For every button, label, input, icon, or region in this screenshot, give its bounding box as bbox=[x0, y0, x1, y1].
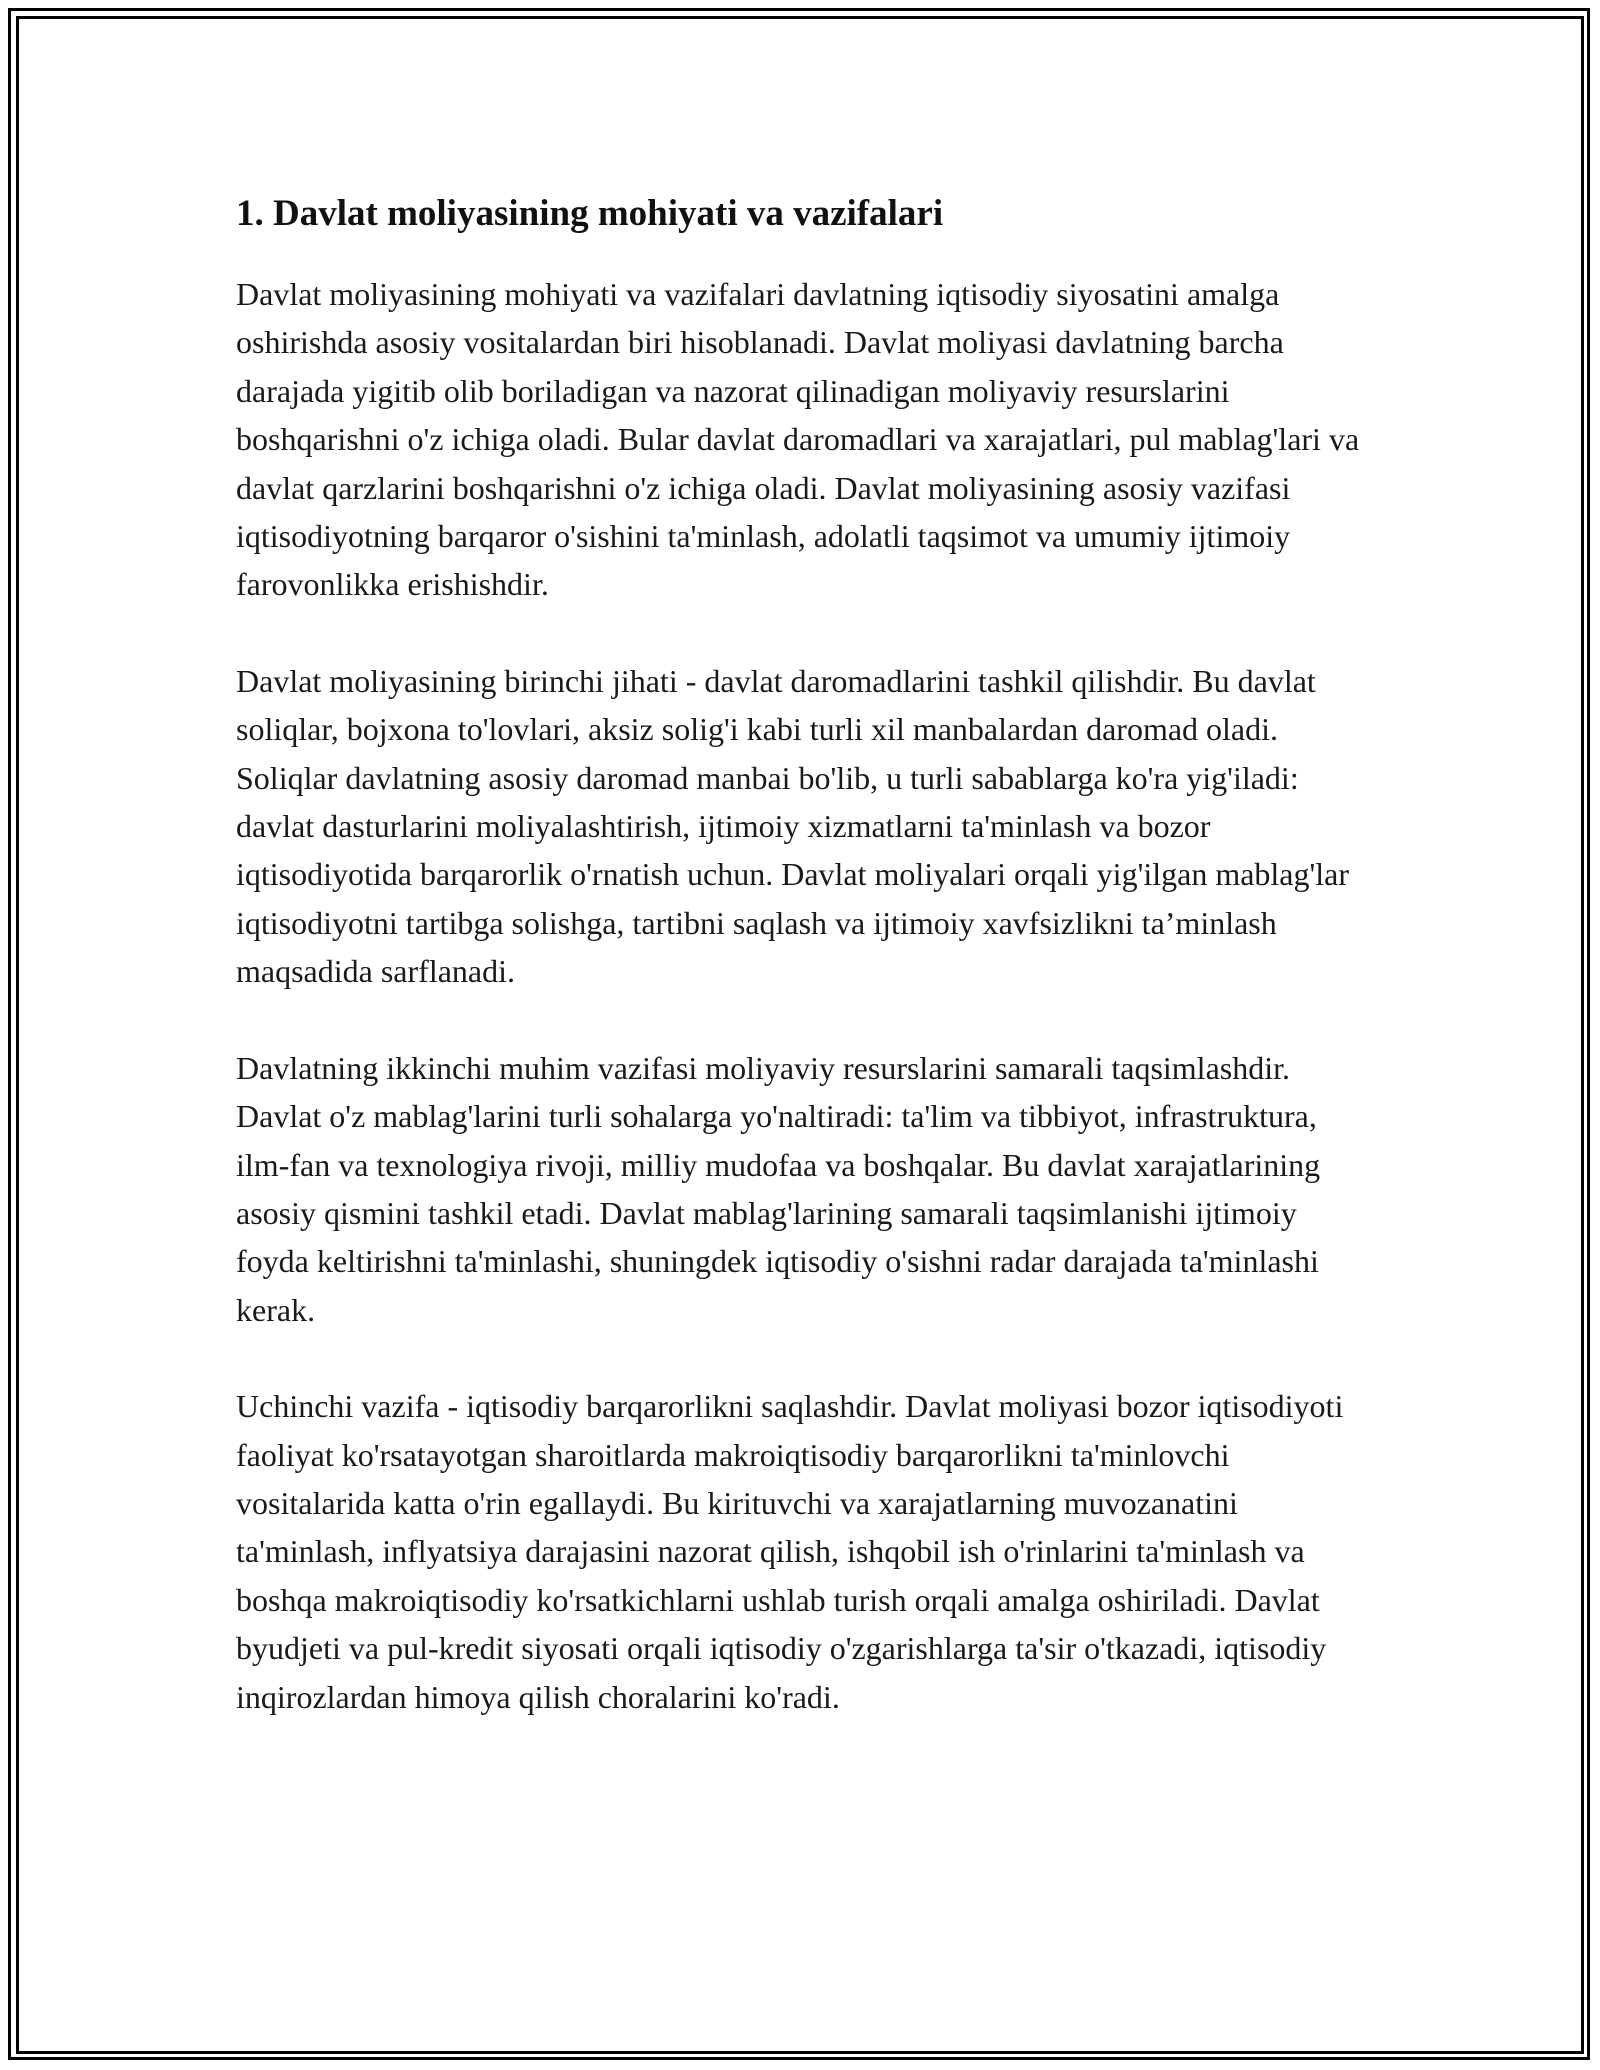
document-body bbox=[236, 188, 1376, 1769]
paragraph-1: Davlat moliyasining mohiyati va vazifalari davlatning iqtisodiy siyosatini amalga oshirishda asosiy vositalardan biri hisoblanadi. Davlat moliyasi davlatning barcha darajada yigitib olib boriladigan va nazorat qilinadigan moliyaviy resurslarini boshqarishni o'z ichiga oladi. Bular davlat daromadlari va xarajatlari, pul mablag'lari va davlat qarzlarini boshqarishni o'z ichiga oladi. Davlat moliyasining asosiy vazifasi iqtisodiyotning barqaror o'sishini ta'minlash, adolatli taqsimot va umumiy ijtimoiy farovonlikka erishishdir. bbox=[236, 276, 1360, 603]
paragraph-3: Davlatning ikkinchi muhim vazifasi moliyaviy resurslarini samarali taqsimlashdir. Davlat o'z mablag'larini turli sohalarga yo'naltiradi: ta'lim va tibbiyot, infrastruktura, ilm-fan va texnologiya rivoji, milliy mudofaa va boshqalar. Bu davlat xarajatlarining asosiy qismini tashkil etadi. Davlat mablag'larining samarali taqsimlanishi ijtimoiy foyda keltirishni ta'minlashi, shuningdek iqtisodiy o'sishni radar darajada ta'minlashi kerak. bbox=[236, 1049, 1321, 1328]
section-heading: 1. Davlat moliyasining mohiyati va vazifalari bbox=[236, 193, 944, 234]
paragraph-4: Uchinchi vazifa - iqtisodiy barqarorlikni saqlashdir. Davlat moliyasi bozor iqtisodiyoti faoliyat ko'rsatayotgan sharoitlarda makroiqtisodiy barqarorlikni ta'minlovchi vositalarida katta o'rin egallaydi. Bu kirituvchi va xarajatlarning muvozanatini ta'minlash, inflyatsiya darajasini nazorat qilish, ishqobil ish o'rinlarini ta'minlash va boshqa makroiqtisodiy ko'rsatkichlarni ushlab turish orqali amalga oshiriladi. Davlat byudjeti va pul-kredit siyosati orqali iqtisodiy o'zgarishlarga ta'sir o'tkazadi, iqtisodiy inqirozlardan himoya qilish choralarini ko'radi. bbox=[236, 1388, 1344, 1715]
paragraph-2: Davlat moliyasining birinchi jihati - davlat daromadlarini tashkil qilishdir. Bu davlat soliqlar, bojxona to'lovlari, aksiz solig'i kabi turli xil manbalardan daromad oladi. Soliqlar davlatning asosiy daromad manbai bo'lib, u turli sabablarga ko'ra yig'iladi: davlat dasturlarini moliyalashtirish, ijtimoiy xizmatlarni ta'minlash va bozor iqtisodiyotida barqarorlik o'rnatish uchun. Davlat moliyalari orqali yig'ilgan mablag'lar iqtisodiyotni tartibga solishga, tartibni saqlash va ijtimoiy xavfsizlikni ta’minlash maqsadida sarflanadi. bbox=[236, 662, 1350, 990]
